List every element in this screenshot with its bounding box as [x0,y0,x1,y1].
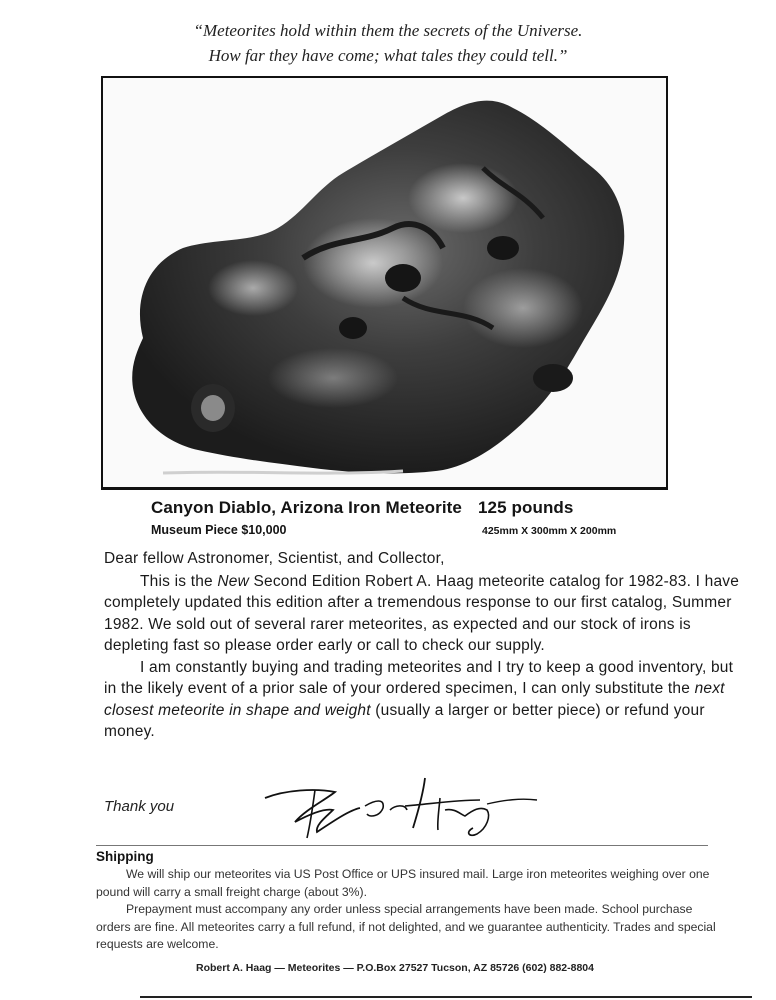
p1-emphasis: New [217,572,249,590]
shipping-paragraph-1: We will ship our meteorites via US Post Office or UPS insured mail. Large iron meteorites weighing over one pound will carry a small freight charge (about 3%). [96,867,710,899]
epigraph-quote [0,18,776,68]
p2-start: I am constantly buying and trading meteorites and I try to keep a good inventory, but in the likely event of a prior sale of your ordered specimen, I can only substitute the [104,658,734,697]
shipping-body [96,866,716,954]
caption-weight: 125 pounds [478,498,574,517]
meteorite-photo [101,76,668,490]
caption-title-text: Canyon Diablo, Arizona Iron Meteorite [151,498,462,517]
p1-start: This is the [140,572,213,590]
letter-paragraph-2 [104,657,744,743]
footer-address: Robert A. Haag — Meteorites — P.O.Box 27527 Tucson, AZ 85726 (602) 882-8804 [196,962,594,974]
bottom-rule [140,996,752,998]
letter-paragraph-1 [104,571,744,657]
letter-greeting: Dear fellow Astronomer, Scientist, and Collector, [104,550,445,567]
caption-title [151,498,573,518]
section-divider [96,845,708,846]
quote-line-1: “Meteorites hold within them the secrets of the Universe. [193,21,583,40]
handwritten-signature [255,770,545,842]
meteorite-image [103,78,666,487]
caption-dimensions: 425mm X 300mm X 200mm [482,525,617,537]
p2-rest: (usually a larger or better piece) or refund your money. [104,701,705,740]
caption-price: Museum Piece $10,000 [151,523,287,537]
quote-line-2: How far they have come; what tales they could tell.” [208,46,568,65]
p1-rest: Second Edition Robert A. Haag meteorite catalog for 1982-83. I have completely updated this edition after a tremendous response to our first catalog, Summer 1982. We sold out of several rarer meteorites, as expected and our stock of irons is depleting fast so please order early or call to check our supply. [104,572,740,654]
letter-closing: Thank you [104,798,175,815]
letter-body [104,548,744,743]
shipping-heading: Shipping [96,849,154,864]
p2-emphasis: next closest meteorite in shape and weight [104,680,725,719]
shipping-paragraph-2: Prepayment must accompany any order unless special arrangements have been made. School purchase orders are fine. All meteorites carry a full refund, if not delighted, and we guarantee authenticity. Trades and special requests are welcome. [96,902,716,951]
